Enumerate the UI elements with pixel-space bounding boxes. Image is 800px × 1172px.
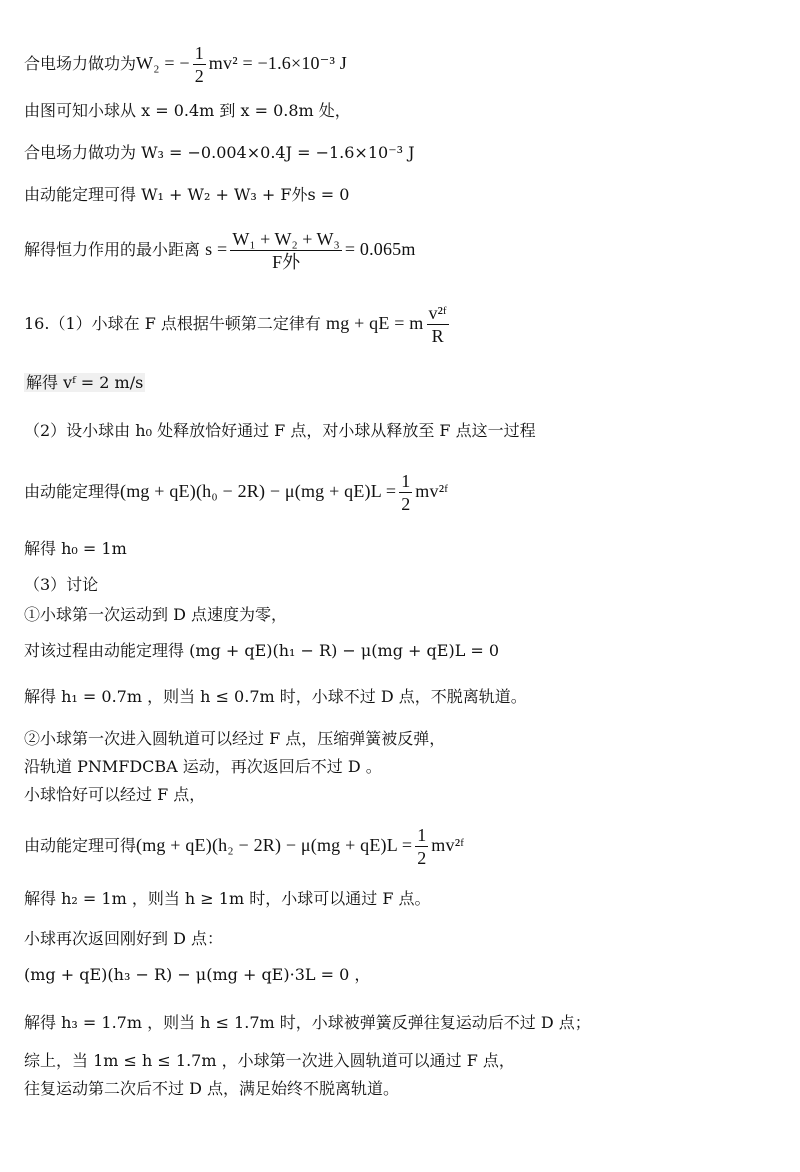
text-line: 由图可知小球从 x = 0.4m 到 x = 0.8m 处，: [24, 101, 351, 120]
text-line: 解得 h₀ = 1m: [24, 539, 127, 558]
fraction-denominator: 2: [417, 848, 427, 868]
equation-newton: [24, 302, 452, 347]
math-lhs: s =: [205, 239, 228, 259]
fraction-numerator: 1: [401, 471, 411, 491]
fraction-numerator: 1: [194, 43, 204, 63]
fraction-denominator: 2: [401, 494, 411, 514]
line-prefix: 由动能定理得: [24, 482, 121, 501]
line-prefix: 解得恒力作用的最小距离: [24, 240, 201, 259]
line-prefix: 合电场力做功为: [24, 54, 137, 73]
math-rhs: mv²ᶠ: [431, 835, 465, 855]
fraction-denominator: 2: [194, 66, 204, 86]
math-rhs: mv² = −1.6×10⁻³ J: [208, 53, 347, 73]
fraction-numerator: W₁ + W₂ + W₃: [232, 229, 340, 249]
text-line: 解得 h₂ = 1m ，则当 h ≥ 1m 时，小球可以通过 F 点。: [24, 889, 431, 908]
fraction: [399, 470, 412, 515]
highlighted-result: 解得 vᶠ = 2 m/s: [26, 373, 144, 392]
math-lhs: mg + qE = m: [326, 313, 424, 333]
math-rhs: = 0.065m: [344, 239, 416, 259]
text-line: (mg + qE)(h₃ − R) − μ(mg + qE)·3L = 0 ，: [24, 965, 371, 984]
equation-min-distance: [24, 228, 416, 273]
text-line: 小球恰好可以经过 F 点，: [24, 785, 206, 804]
fraction-numerator: v²ᶠ: [428, 303, 447, 323]
equation-w2: [24, 42, 347, 87]
text-line: 小球再次返回刚好到 D 点：: [24, 929, 224, 948]
fraction-numerator: 1: [417, 825, 427, 845]
equation-h2: [24, 824, 464, 869]
math-lhs: W₂ = −: [136, 53, 190, 73]
fraction: [427, 302, 449, 347]
fraction-denominator: F外: [230, 250, 341, 273]
fraction-denominator: R: [427, 324, 449, 347]
text-line: 综上，当 1m ≤ h ≤ 1.7m ，小球第一次进入圆轨道可以通过 F 点，: [24, 1051, 515, 1070]
text-line: 解得 h₁ = 0.7m ，则当 h ≤ 0.7m 时，小球不过 D 点，不脱离轨道。: [24, 687, 527, 706]
text-line: 对该过程由动能定理得 (mg + qE)(h₁ − R) − μ(mg + qE)L = 0: [24, 641, 500, 660]
fraction: [230, 228, 341, 273]
line-prefix: 由动能定理可得: [24, 836, 137, 855]
text-line: （2）设小球由 h₀ 处释放恰好通过 F 点，对小球从释放至 F 点这一过程: [24, 421, 536, 440]
line-prefix: 16.（1）小球在 F 点根据牛顿第二定律有: [24, 314, 321, 333]
text-line: 往复运动第二次后不过 D 点，满足始终不脱离轨道。: [24, 1079, 400, 1098]
text-line: ②小球第一次进入圆轨道可以经过 F 点，压缩弹簧被反弹，: [24, 729, 446, 748]
fraction: [415, 824, 428, 869]
math-lhs: (mg + qE)(h₂ − 2R) − μ(mg + qE)L =: [136, 835, 413, 855]
math-lhs: (mg + qE)(h₀ − 2R) − μ(mg + qE)L =: [120, 481, 397, 501]
equation-h0: [24, 470, 448, 515]
text-line: [24, 370, 145, 396]
math-rhs: mv²ᶠ: [415, 481, 449, 501]
fraction: [193, 42, 206, 87]
text-line: 合电场力做功为 W₃ = −0.004×0.4J = −1.6×10⁻³ J: [24, 143, 415, 162]
text-line: 由动能定理可得 W₁ + W₂ + W₃ + F外s = 0: [24, 185, 350, 204]
text-line: （3）讨论: [24, 575, 99, 594]
text-line: 解得 h₃ = 1.7m ，则当 h ≤ 1.7m 时，小球被弹簧反弹往复运动后不过 D 点；: [24, 1013, 591, 1032]
text-line: ①小球第一次运动到 D 点速度为零，: [24, 605, 288, 624]
text-line: 沿轨道 PNMFDCBA 运动，再次返回后不过 D 。: [24, 757, 382, 776]
